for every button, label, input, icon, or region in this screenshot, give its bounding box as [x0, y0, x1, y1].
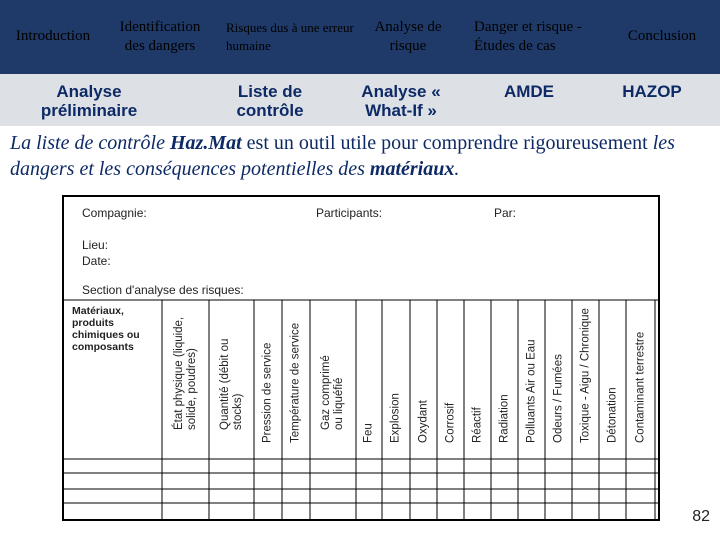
column-header: [356, 300, 382, 458]
subnav-analyse-preliminaire[interactable]: Analyse préliminaire: [40, 82, 138, 120]
column-header-label: Gaz comprimé ou liquéfié: [320, 355, 345, 430]
column-header-label: Radiation: [498, 394, 510, 443]
column-header-label: Oxydant: [417, 400, 429, 443]
nav-top-bar: [0, 0, 720, 74]
section-label: Section d'analyse des risques:: [82, 283, 244, 297]
column-header-label: Feu: [362, 423, 375, 443]
column-header: [518, 300, 545, 458]
column-header: [626, 300, 655, 458]
materials-column-header: Matériaux, produits chimiques ou composants: [72, 305, 140, 353]
headline-part3: est un outil utile pour comprendre rigoureusement: [241, 132, 653, 154]
company-label: Compagnie:: [82, 206, 147, 220]
column-header: [599, 300, 626, 458]
hazmat-checklist-form: [62, 195, 660, 521]
nav-conclusion[interactable]: Conclusion: [627, 28, 697, 44]
headline: [10, 130, 710, 182]
nav-risques-erreur-humaine[interactable]: Risques dus à une erreur humaine: [226, 20, 354, 53]
column-header-label: Contaminant terrestre: [634, 331, 646, 443]
subnav-amde[interactable]: AMDE: [503, 82, 555, 101]
column-header: [382, 300, 410, 458]
headline-part6: .: [454, 158, 460, 180]
headline-part4: les dangers et les conséquences potentielles des: [10, 132, 675, 180]
column-header-label: Odeurs / Fumées: [552, 354, 564, 443]
column-header-label: Toxique - Aigu / Chronique: [579, 308, 591, 443]
headline-materiaux: matériaux: [369, 158, 455, 180]
date-label: Date:: [82, 254, 111, 268]
column-header-label: Explosion: [389, 393, 402, 443]
place-label: Lieu:: [82, 238, 109, 252]
column-header: [310, 300, 356, 458]
column-header: [410, 300, 437, 458]
column-header-label: Température de service: [289, 322, 302, 443]
column-header: [545, 300, 572, 458]
column-header-label: Corrosif: [444, 402, 456, 443]
column-header: [254, 300, 282, 458]
column-header: [282, 300, 310, 458]
column-header: [437, 300, 464, 458]
nav-analyse-risque[interactable]: Analyse de risque: [374, 19, 442, 54]
column-header: [162, 300, 209, 458]
column-header: [464, 300, 491, 458]
subnav-liste-de-controle[interactable]: Liste de contrôle: [236, 82, 304, 120]
page-number: 82: [692, 508, 710, 525]
column-header: [572, 300, 599, 458]
column-header-label: Quantité (débit ou stocks): [218, 338, 244, 430]
subnav-hazop[interactable]: HAZOP: [622, 82, 682, 101]
nav-introduction[interactable]: Introduction: [15, 28, 91, 44]
nav-etudes-de-cas[interactable]: Danger et risque - Études de cas: [474, 19, 582, 54]
nav-bottom-bar: [0, 74, 720, 126]
column-header-label: Polluants Air ou Eau: [525, 339, 537, 443]
column-header: [209, 300, 254, 458]
nav-identification-dangers[interactable]: Identification des dangers: [119, 19, 201, 54]
column-header-label: Réactif: [471, 407, 483, 443]
headline-hazmat: Haz.Mat: [169, 132, 242, 154]
participants-label: Participants:: [316, 206, 383, 220]
column-header-label: Pression de service: [261, 342, 274, 443]
column-header: [491, 300, 518, 458]
column-header-label: Détonation: [606, 387, 618, 443]
subnav-what-if[interactable]: Analyse « What-If »: [361, 82, 441, 120]
by-label: Par:: [494, 206, 517, 220]
headline-part1: La liste de contrôle: [10, 132, 170, 154]
column-header-label: État physique (liquide, solide, poudres): [172, 316, 198, 430]
